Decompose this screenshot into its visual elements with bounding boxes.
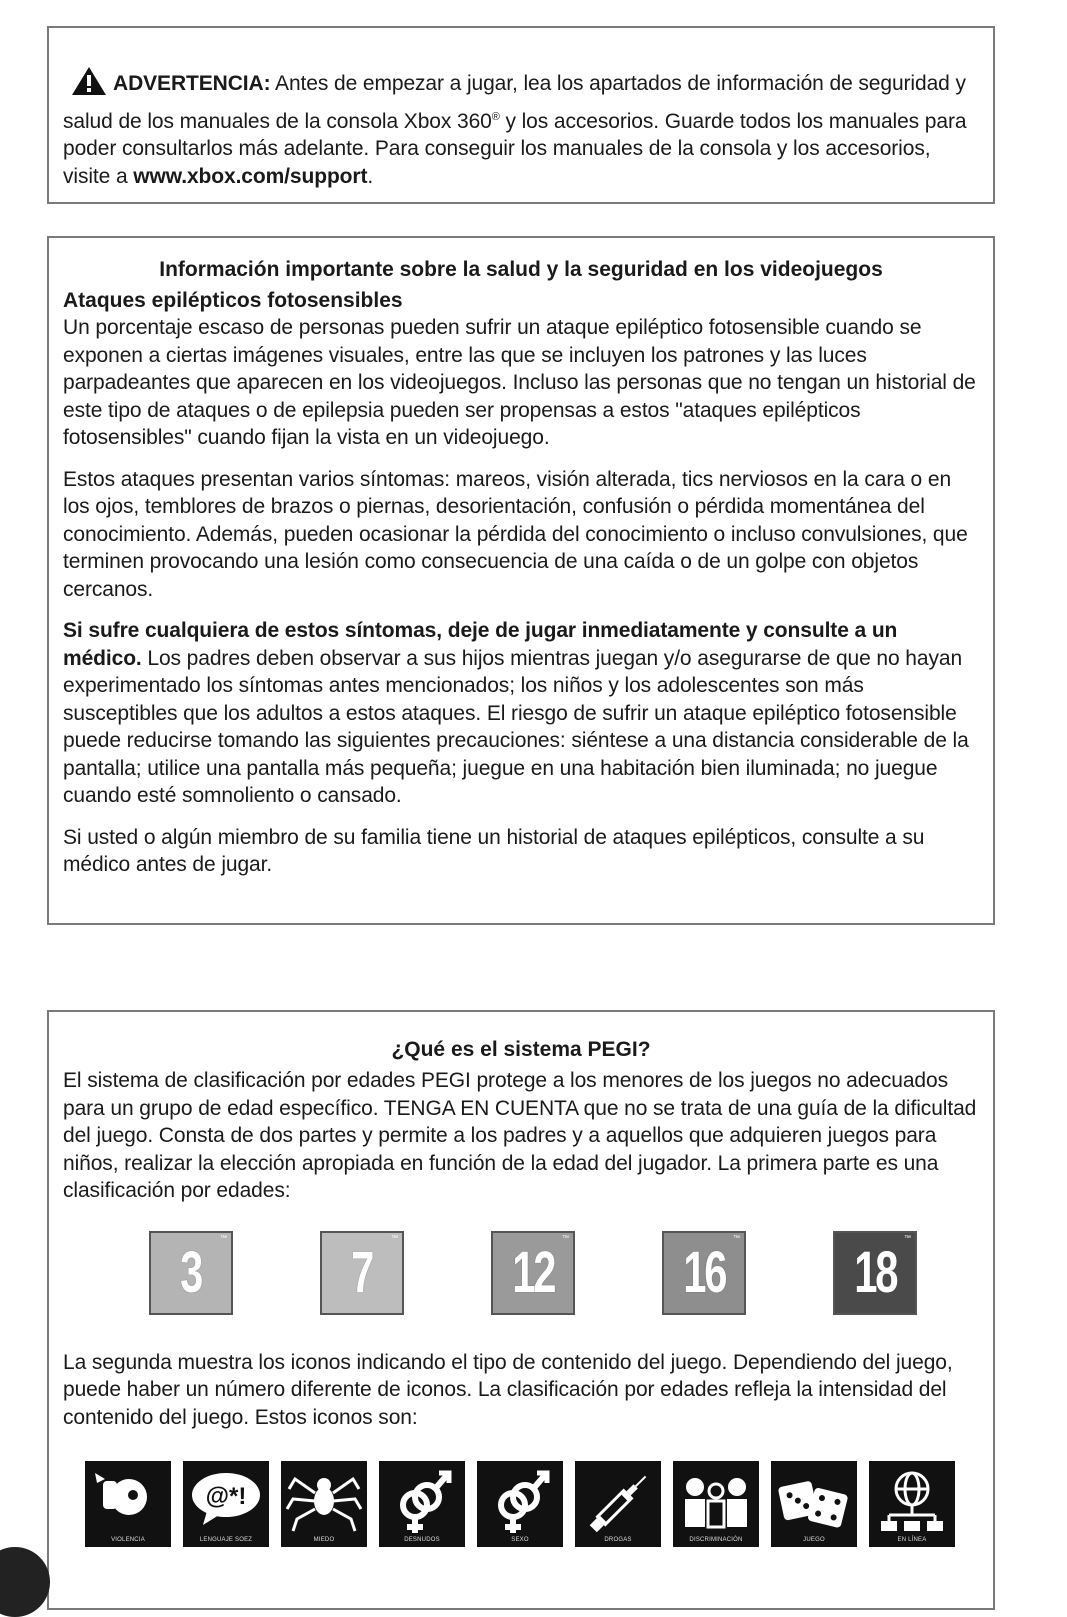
- corner-decoration: [0, 1547, 50, 1617]
- violence-icon: [85, 1461, 171, 1547]
- gambling-icon: [771, 1461, 857, 1547]
- drugs-icon: [575, 1461, 661, 1547]
- pegi-rating-7: ™ 7: [320, 1231, 404, 1315]
- icon-label: DROGAS: [604, 1537, 632, 1543]
- support-link[interactable]: www.xbox.com/support: [133, 164, 368, 188]
- warning-triangle-icon: [71, 66, 107, 104]
- online-icon: [869, 1461, 955, 1547]
- icon-label: DESNUDOS: [404, 1537, 440, 1543]
- pegi-ratings: [149, 1231, 917, 1315]
- warning-box: [47, 26, 995, 204]
- pegi-rating-3: ™ 3: [149, 1231, 233, 1315]
- icon-label: LENGUAJE SOEZ: [199, 1537, 253, 1543]
- pegi-rating-16: ™ 16: [662, 1231, 746, 1315]
- health-paragraph-2: Estos ataques presentan varios síntomas: mareos, visión alterada, tics nerviosos en la cara o en los ojos, temblores de brazos o piernas, desorientación, confusión o pérdida momentánea del conocimiento. Además, pueden ocasionar la pérdida del conocimiento o incluso convulsiones, que terminen provocando una lesión como consecuencia de una caída o de un golpe con objetos cercanos.: [63, 467, 968, 601]
- icon-label: MIEDO: [313, 1537, 335, 1543]
- warning-text-2: y los accesorios. Guarde todos los manuales para poder consultarlos más adelante. Para conseguir los manuales de la consola y los accesorios, visite a: [63, 109, 967, 188]
- health-paragraph-3: [63, 617, 979, 810]
- registered-mark: ®: [491, 110, 500, 123]
- fear-icon: [281, 1461, 367, 1547]
- icon-label: SEXO: [511, 1537, 529, 1543]
- icon-label: VIOLENCIA: [111, 1537, 145, 1543]
- health-title: Información importante sobre la salud y la seguridad en los videojuegos: [159, 258, 883, 281]
- icon-label: DISCRIMINACIÓN: [689, 1537, 743, 1543]
- warning-paragraph: [63, 66, 979, 190]
- svg-text:@*!: @*!: [205, 1483, 247, 1510]
- pegi-paragraph-1: El sistema de clasificación por edades PEGI protege a los menores de los juegos no adecuados para un grupo de edad específico. TENGA EN CUENTA que no se trata de una guía de la dificultad del juego. Consta de dos partes y permite a los padres y a aquellos que adquieren juegos para niños, realizar la elección apropiada en función de la edad del jugador. La primera parte es una clasificación por edades:: [63, 1069, 977, 1202]
- pegi-paragraph-2: La segunda muestra los iconos indicando el tipo de contenido del juego. Dependiendo del juego, puede haber un número diferente de iconos. La clasificación por edades refleja la intensidad del contenido del juego. Estos iconos son:: [63, 1350, 953, 1429]
- discrimination-icon: [673, 1461, 759, 1547]
- warning-text-end: .: [367, 164, 374, 188]
- discrimination-sex-icon: [379, 1461, 465, 1547]
- health-subtitle: Ataques epilépticos fotosensibles: [63, 289, 403, 312]
- pegi-rating-12: ™ 12: [491, 1231, 575, 1315]
- health-paragraph-4: Si usted o algún miembro de su familia tiene un historial de ataques epilépticos, consulte a su médico antes de jugar.: [63, 825, 925, 876]
- icon-label: EN LÍNEA: [897, 1537, 927, 1543]
- warning-label: ADVERTENCIA:: [113, 72, 271, 95]
- bad-language-icon: [183, 1461, 269, 1547]
- health-info-box: [47, 236, 995, 925]
- sex-icon: [477, 1461, 563, 1547]
- pegi-rating-18: ™ 18: [833, 1231, 917, 1315]
- rating-number: 18: [853, 1240, 897, 1305]
- health-paragraph-1: Un porcentaje escaso de personas pueden sufrir un ataque epiléptico fotosensible cuando se exponen a ciertas imágenes visuales, entre las que se incluyen los patrones y las luces parpadeantes que aparecen en los videojuegos. Incluso las personas que no tengan un historial de este tipo de ataques o de epilepsia pueden ser propensas a estos "ataques epilépticos fotosensibles" cuando fijan la vista en un videojuego.: [63, 316, 976, 449]
- warning-text: Antes de empezar a jugar, lea los apartados de información de seguridad y salud de los manuales de la consola Xbox 360: [63, 72, 966, 133]
- pegi-content-icons: [85, 1461, 955, 1547]
- rating-number: 16: [682, 1240, 726, 1305]
- rating-number: 12: [511, 1240, 555, 1305]
- rating-number: 3: [180, 1240, 202, 1305]
- pegi-box: [47, 1010, 995, 1610]
- health-warning-bold: Si sufre cualquiera de estos síntomas, deje de jugar inmediatamente y consulte a un médico.: [63, 619, 898, 670]
- health-paragraph-3-text: Los padres deben observar a sus hijos mientras juegan y/o asegurarse de que no hayan experimentado los síntomas antes mencionados; los niños y los adolescentes son más susceptibles que los adultos a estos ataques. El riesgo de sufrir un ataque epiléptico fotosensible puede reducirse tomando las siguientes precauciones: siéntese a una distancia considerable de la pantalla; utilice una pantalla más pequeña; juegue en una habitación bien iluminada; no juegue cuando esté somnoliento o cansado.: [63, 646, 969, 807]
- icon-label: JUEGO: [803, 1537, 825, 1543]
- rating-number: 7: [351, 1240, 373, 1305]
- pegi-title: ¿Qué es el sistema PEGI?: [391, 1038, 651, 1061]
